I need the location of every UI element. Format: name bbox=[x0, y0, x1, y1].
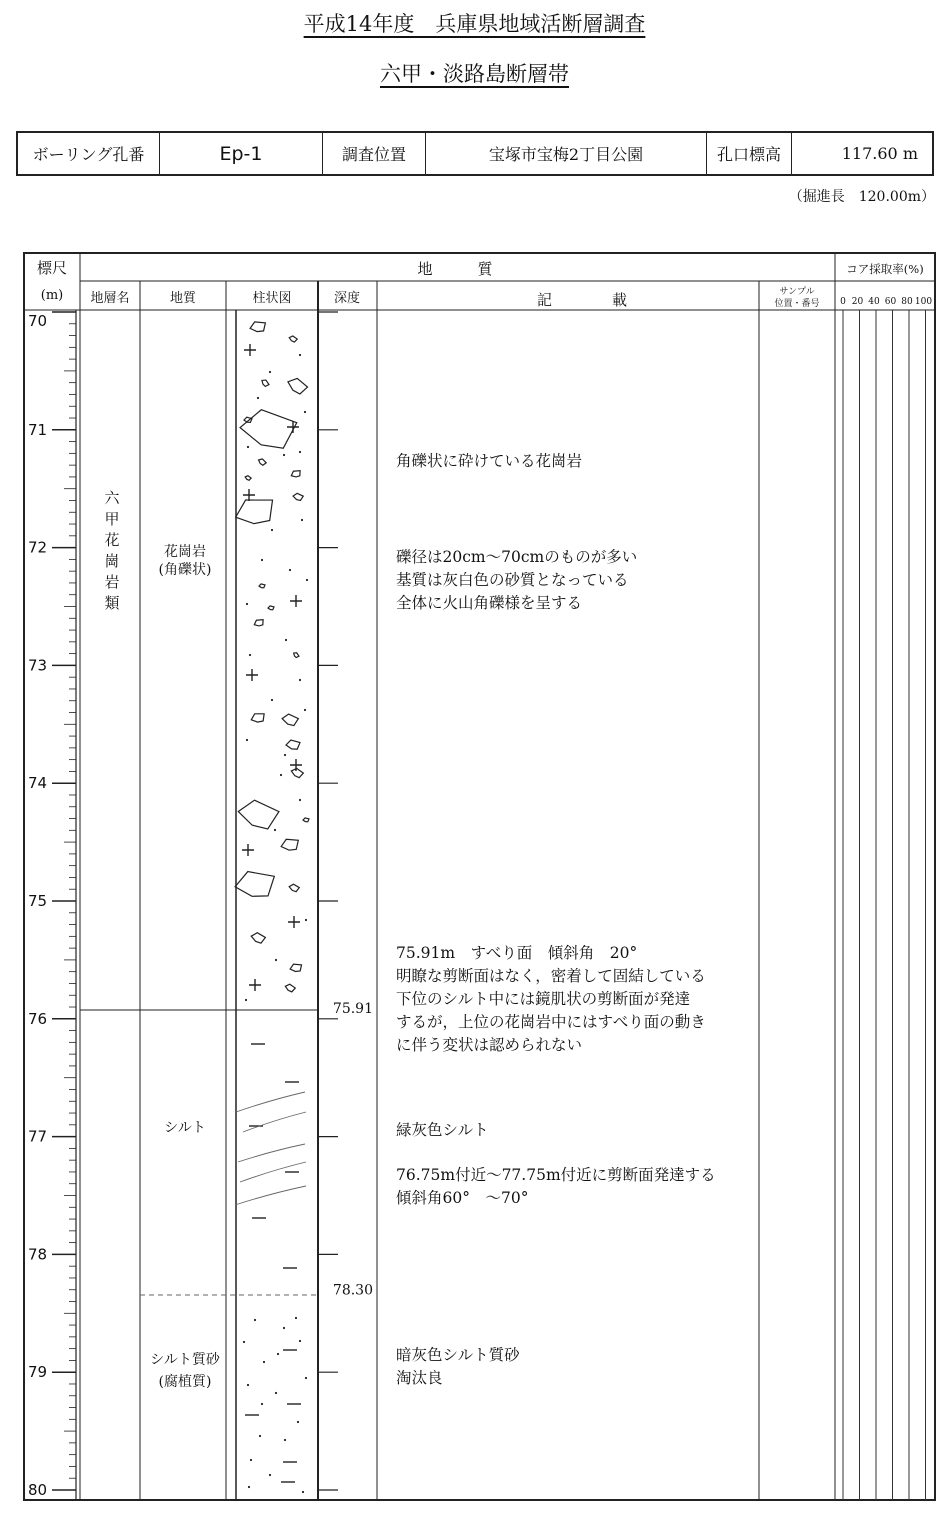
scale-label: 72 bbox=[28, 538, 48, 557]
sand-dot bbox=[305, 919, 307, 921]
sand-dot bbox=[261, 559, 263, 561]
sand-dot bbox=[302, 1491, 304, 1493]
breccia-clast bbox=[286, 740, 300, 749]
breccia-clast bbox=[303, 818, 309, 822]
scale-label: 79 bbox=[28, 1363, 48, 1382]
elevation-label: 孔口標高 bbox=[707, 133, 792, 174]
sand-dot bbox=[301, 519, 303, 521]
sand-dot bbox=[277, 1353, 279, 1355]
desc-line: 全体に火山角礫様を呈する bbox=[396, 594, 583, 612]
granite-symbol bbox=[290, 595, 302, 607]
header-description: 記 載 bbox=[536, 291, 628, 309]
sand-dot bbox=[247, 446, 249, 448]
granite-symbol bbox=[290, 759, 302, 771]
sand-dot bbox=[261, 1403, 263, 1405]
description-4 bbox=[396, 1119, 489, 1142]
formation-char: 崗 bbox=[104, 552, 120, 570]
sand-dot bbox=[271, 529, 273, 531]
breccia-clast bbox=[284, 983, 296, 993]
desc-line: 緑灰色シルト bbox=[396, 1121, 489, 1139]
location-value: 宝塚市宝梅2丁目公園 bbox=[426, 133, 707, 174]
breccia-clast bbox=[281, 713, 299, 726]
shear-plane bbox=[238, 1144, 305, 1162]
sand-dot bbox=[274, 829, 276, 831]
sand-dot bbox=[304, 411, 306, 413]
header-sample-bottom: 位置・番号 bbox=[774, 299, 820, 309]
sand-dot bbox=[297, 1421, 299, 1423]
header-scale-unit: (m) bbox=[40, 288, 64, 303]
unit-sub: (腐植質) bbox=[158, 1374, 212, 1390]
sand-dot bbox=[305, 1377, 307, 1379]
breccia-clast bbox=[293, 651, 300, 658]
sand-dot bbox=[249, 654, 251, 656]
unit-name: 花崗岩 bbox=[164, 544, 206, 560]
breccia-clast bbox=[250, 931, 266, 943]
granite-symbol bbox=[244, 344, 256, 356]
sand-dot bbox=[254, 1319, 256, 1321]
drill-length-note: （掘進長 120.00m） bbox=[788, 189, 935, 205]
core-tick-label: 80 bbox=[901, 297, 913, 307]
shear-plane bbox=[235, 1186, 306, 1205]
sand-dot bbox=[306, 579, 308, 581]
sand-dot bbox=[280, 774, 282, 776]
sand-dot bbox=[246, 603, 248, 605]
breccia-clast bbox=[257, 458, 267, 467]
sand-dot bbox=[299, 354, 301, 356]
unit-sub: (角礫状) bbox=[158, 562, 212, 578]
description-1 bbox=[396, 450, 582, 473]
breccia-clast bbox=[288, 883, 299, 892]
location-label: 調査位置 bbox=[323, 133, 426, 174]
description-5 bbox=[396, 1164, 716, 1210]
formation-name bbox=[104, 489, 120, 612]
depth-scale bbox=[28, 310, 338, 1500]
sand-dot bbox=[283, 454, 285, 456]
header-scale: 標尺 bbox=[36, 259, 68, 277]
shear-plane bbox=[236, 1092, 305, 1112]
sand-dot bbox=[295, 1317, 297, 1319]
core-tick-label: 0 bbox=[840, 297, 846, 307]
header-formation: 地層名 bbox=[90, 291, 130, 306]
sand-dot bbox=[245, 999, 247, 1001]
breccia-clast bbox=[293, 493, 304, 501]
core-recovery-ticks bbox=[840, 297, 932, 307]
breccia-clast bbox=[285, 375, 309, 395]
header-geology: 地 質 bbox=[417, 260, 493, 278]
desc-line: 角礫状に砕けている花崗岩 bbox=[396, 452, 583, 470]
scale-label: 71 bbox=[28, 420, 48, 439]
formation-char: 岩 bbox=[104, 573, 120, 591]
core-tick-label: 60 bbox=[884, 297, 897, 307]
desc-line: に伴う変状は認められない bbox=[396, 1036, 583, 1054]
core-tick-label: 40 bbox=[868, 297, 880, 307]
breccia-clast bbox=[280, 837, 300, 852]
depth-marks bbox=[333, 1001, 373, 1299]
desc-line: 暗灰色シルト質砂 bbox=[396, 1346, 520, 1364]
breccia-clast bbox=[236, 798, 280, 831]
sand-dot bbox=[259, 1435, 261, 1437]
sand-dot bbox=[299, 1340, 301, 1342]
sand-dot bbox=[271, 699, 273, 701]
breccia-clast bbox=[260, 378, 269, 387]
sand-dot bbox=[269, 371, 271, 373]
elevation-value: 117.60 m bbox=[841, 144, 918, 163]
desc-line: 76.75m付近～77.75m付近に剪断面発達する bbox=[396, 1166, 716, 1184]
sand-dot bbox=[257, 397, 259, 399]
granite-symbol bbox=[246, 669, 258, 681]
breccia-clast bbox=[290, 767, 304, 778]
shear-plane bbox=[243, 1112, 306, 1132]
breccia-clast bbox=[259, 584, 265, 588]
breccia-clast bbox=[245, 475, 252, 481]
description-2 bbox=[396, 546, 637, 615]
scale-label: 73 bbox=[28, 656, 48, 675]
header-lithology: 地質 bbox=[169, 291, 197, 306]
description-6 bbox=[396, 1344, 520, 1390]
boring-number-label: ボーリング孔番 bbox=[18, 133, 160, 174]
sand-dot bbox=[283, 1327, 285, 1329]
breccia-clast bbox=[253, 618, 265, 628]
sand-dot bbox=[299, 451, 301, 453]
scale-label: 75 bbox=[28, 892, 48, 910]
report-title: 平成14年度 兵庫県地域活断層調査 bbox=[303, 12, 646, 36]
formation-char: 類 bbox=[104, 594, 120, 612]
breccia-clast bbox=[289, 963, 302, 973]
scale-label: 76 bbox=[28, 1009, 48, 1028]
breccia-clast bbox=[290, 469, 302, 479]
sand-dot bbox=[246, 739, 248, 741]
unit-labels bbox=[150, 543, 221, 1390]
core-tick-label: 100 bbox=[914, 297, 933, 307]
report-subtitle: 六甲・淡路島断層帯 bbox=[380, 62, 569, 86]
sand-dot bbox=[250, 1459, 252, 1461]
sand-dot bbox=[275, 959, 277, 961]
depth-mark: 75.91 bbox=[332, 1001, 373, 1018]
desc-line: 基質は灰白色の砂質となっている bbox=[396, 571, 629, 589]
description-3 bbox=[396, 942, 706, 1057]
breccia-clast bbox=[234, 869, 276, 898]
breccia-clast bbox=[250, 711, 266, 723]
sand-dot bbox=[299, 799, 301, 801]
desc-line: 明瞭な剪断面はなく，密着して固結している bbox=[396, 967, 706, 985]
sand-dot bbox=[285, 639, 287, 641]
header-sample-top: サンプル bbox=[779, 287, 815, 297]
desc-line: 淘汰良 bbox=[396, 1369, 443, 1387]
core-tick-label: 20 bbox=[851, 297, 864, 307]
unit-name: シルト質砂 bbox=[150, 1352, 220, 1368]
granite-symbol bbox=[249, 979, 261, 991]
sand-dot bbox=[299, 679, 301, 681]
breccia-clast bbox=[268, 606, 274, 610]
sand-dot bbox=[263, 1361, 265, 1363]
scale-label: 78 bbox=[28, 1245, 48, 1264]
sand-dot bbox=[243, 1341, 245, 1343]
desc-line: 75.91m すべり面 傾斜角 20° bbox=[396, 944, 638, 962]
boring-number: Ep-1 bbox=[160, 133, 323, 174]
granite-symbol bbox=[242, 844, 254, 856]
scale-label: 77 bbox=[28, 1127, 48, 1146]
core-recovery-grid bbox=[843, 310, 926, 1500]
sand-dot bbox=[275, 1392, 277, 1394]
depth-mark: 78.30 bbox=[332, 1282, 373, 1299]
sand-dot bbox=[269, 1474, 271, 1476]
table-grid bbox=[24, 253, 935, 1500]
desc-line: 下位のシルト中には鏡肌状の剪断面が発達 bbox=[396, 990, 691, 1008]
scale-label: 80 bbox=[28, 1481, 48, 1499]
header-core-recovery: コア採取率(%) bbox=[846, 262, 924, 276]
sand-dot bbox=[289, 569, 291, 571]
sand-dot bbox=[247, 1384, 249, 1386]
sand-dot bbox=[304, 709, 306, 711]
header-depth: 深度 bbox=[333, 291, 361, 306]
scale-label: 70 bbox=[28, 312, 48, 330]
breccia-clast bbox=[232, 493, 277, 528]
sand-dot bbox=[284, 754, 286, 756]
desc-line: 礫径は20cm～70cmのものが多い bbox=[396, 548, 638, 566]
scale-label: 74 bbox=[28, 774, 48, 793]
formation-char: 甲 bbox=[104, 510, 120, 528]
desc-line: するが，上位の花崗岩中にはすべり面の動き bbox=[396, 1013, 706, 1031]
granite-symbol bbox=[288, 916, 300, 928]
formation-char: 六 bbox=[104, 489, 120, 507]
desc-line: 傾斜角60° ～70° bbox=[396, 1189, 529, 1207]
sand-dot bbox=[284, 1439, 286, 1441]
unit-name: シルト bbox=[164, 1120, 206, 1136]
breccia-clast bbox=[288, 335, 297, 343]
formation-char: 花 bbox=[104, 531, 120, 549]
granite-symbol bbox=[243, 489, 255, 501]
breccia-clast bbox=[239, 408, 298, 449]
header-column: 柱状図 bbox=[252, 291, 292, 306]
column-pattern bbox=[232, 320, 309, 1493]
sand-dot bbox=[248, 1486, 250, 1488]
breccia-clast bbox=[249, 320, 267, 333]
